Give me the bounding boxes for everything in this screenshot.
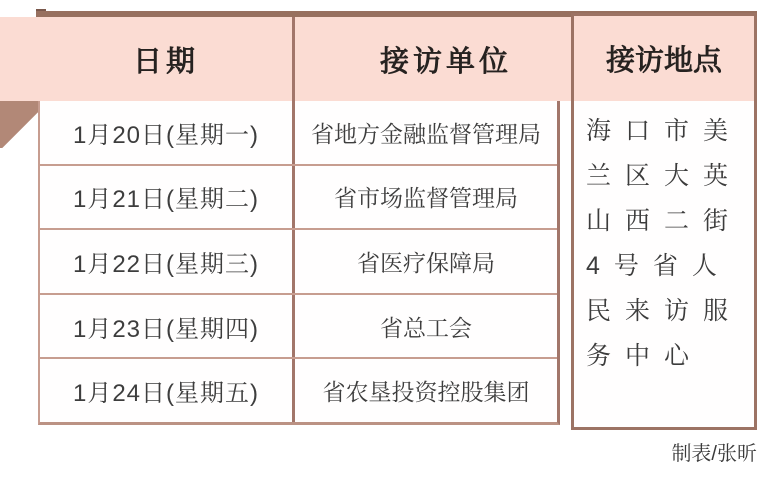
location-box [571, 13, 757, 430]
date-cell: 1月22日(星期三) [40, 230, 295, 293]
unit-cell: 省地方金融监督管理局 [311, 120, 541, 147]
table-row [40, 293, 557, 358]
table-row [40, 357, 557, 422]
date-cell: 1月21日(星期二) [40, 166, 295, 229]
unit-cell: 省总工会 [380, 314, 472, 341]
date-cell: 1月20日(星期一) [40, 101, 295, 164]
schedule-table [38, 101, 560, 425]
header-date: 日期 [40, 17, 295, 101]
credit-caption: 制表/张昕 [671, 443, 757, 465]
unit-cell: 省医疗保障局 [357, 249, 495, 276]
header-location: 接访地点 [574, 16, 754, 101]
location-address: 海口市美兰区大英山西二街4号省人民来访服务中心 [586, 117, 743, 370]
table-row [40, 228, 557, 293]
table-row [40, 101, 557, 164]
folded-corner-decoration [0, 101, 38, 148]
date-cell: 1月24日(星期五) [40, 359, 295, 422]
unit-cell: 省市场监督管理局 [334, 185, 518, 212]
header-unit: 接访单位 [379, 45, 512, 78]
date-cell: 1月23日(星期四) [40, 295, 295, 358]
table-row [40, 164, 557, 229]
table-header-row [0, 17, 600, 101]
unit-cell: 省农垦投资控股集团 [322, 379, 530, 406]
